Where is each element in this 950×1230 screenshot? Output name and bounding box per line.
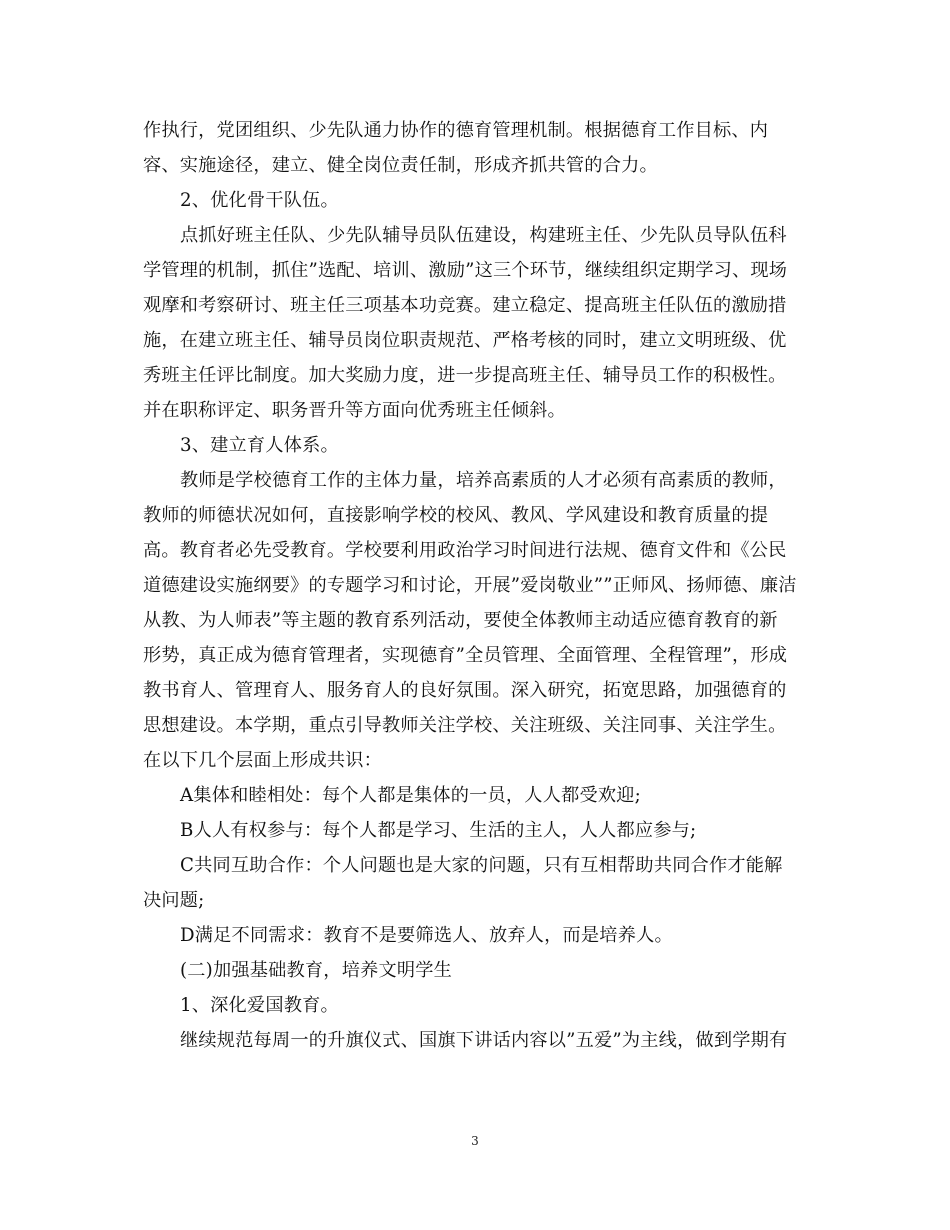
text-line: 并在职称评定、职务晋升等方面向优秀班主任倾斜。 xyxy=(143,400,566,421)
text-line: 在以下几个层面上形成共识： xyxy=(143,750,383,771)
document-body xyxy=(143,113,808,1058)
text-line: 作执行，党团组织、少先队通力协作的德育管理机制。根据德育工作目标、内 xyxy=(143,120,769,141)
text-line: 形势，真正成为德育管理者，实现德育”全员管理、全面管理、全程管理”，形成 xyxy=(143,645,788,666)
text-line: 3、建立育人体系。 xyxy=(180,435,339,456)
text-line: (二)加强基础教育，培养文明学生 xyxy=(180,960,453,981)
text-line: 高。教育者必先受教育。学校要利用政治学习时间进行法规、德育文件和《公民 xyxy=(143,540,787,561)
text-line: 思想建设。本学期，重点引导教师关注学校、关注班级、关注同事、关注学生。 xyxy=(143,715,787,736)
text-line: 观摩和考察研讨、班主任三项基本功竞赛。建立稳定、提高班主任队伍的激励措 xyxy=(143,295,787,316)
text-line: 教书育人、管理育人、服务育人的良好氛围。深入研究，拓宽思路，加强德育的 xyxy=(143,680,787,701)
text-line: 秀班主任评比制度。加大奖励力度，进一步提高班主任、辅导员工作的积极性。 xyxy=(143,365,787,386)
text-line: 容、实施途径，建立、健全岗位责任制，形成齐抓共管的合力。 xyxy=(143,155,658,176)
text-line: 1、深化爱国教育。 xyxy=(180,995,339,1016)
text-line: 教师是学校德育工作的主体力量，培养高素质的人才必须有高素质的教师， xyxy=(180,470,787,491)
text-line: D满足不同需求：教育不是要筛选人、放弃人，而是培养人。 xyxy=(180,925,673,946)
text-line: 教师的师德状况如何，直接影响学校的校风、教风、学风建设和教育质量的提 xyxy=(143,505,769,526)
text-line: 点抓好班主任队、少先队辅导员队伍建设，构建班主任、少先队员导队伍科 xyxy=(180,225,787,246)
text-line: 2、优化骨干队伍。 xyxy=(180,190,339,211)
text-line: 道德建设实施纲要》的专题学习和讨论，开展”爱岗敬业””正师风、扬师德、廉洁 xyxy=(143,575,797,596)
text-line: C共同互助合作：个人问题也是大家的问题，只有互相帮助共同合作才能解 xyxy=(180,855,783,876)
text-line: 从教、为人师表”等主题的教育系列活动，要使全体教师主动适应德育教育的新 xyxy=(143,610,778,631)
text-line: A集体和睦相处：每个人都是集体的一员，人人都受欢迎; xyxy=(180,785,641,806)
text-line: 继续规范每周一的升旗仪式、国旗下讲话内容以”五爱”为主线，做到学期有 xyxy=(180,1030,788,1051)
text-line: 决问题; xyxy=(143,890,205,911)
page-number: 3 xyxy=(471,1134,479,1148)
text-line: B人人有权参与：每个人都是学习、生活的主人，人人都应参与; xyxy=(180,820,697,841)
text-line: 施，在建立班主任、辅导员岗位职责规范、严格考核的同时，建立文明班级、优 xyxy=(143,330,787,351)
text-line: 学管理的机制，抓住”选配、培训、激励”这三个环节，继续组织定期学习、现场 xyxy=(143,260,788,281)
